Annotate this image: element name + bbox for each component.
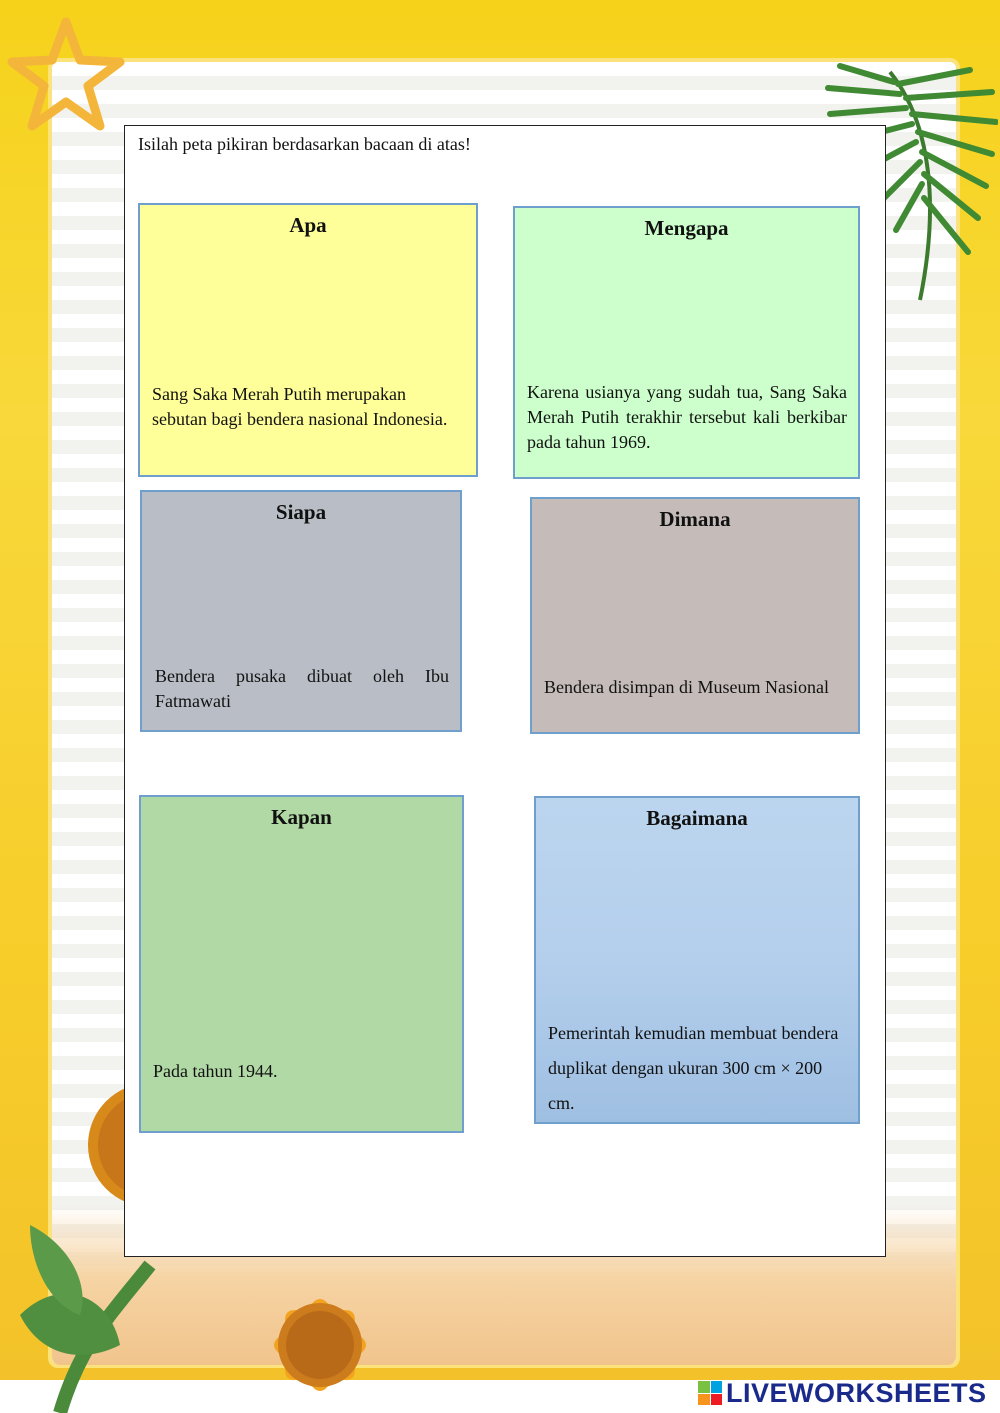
card-body-mengapa: Karena usianya yang sudah tua, Sang Saka Merah Putih terakhir tersebut kali berkibar pada tahun 1969. [527,382,847,452]
card-title-dimana: Dimana [659,507,731,531]
brand-text: LIVEWORKSHEETS [726,1377,987,1408]
card-body-bagaimana: Pemerintah kemudian membuat bendera duplikat dengan ukuran 300 cm × 200 cm. [548,1023,839,1113]
card-bagaimana [534,796,860,1124]
card-title-kapan: Kapan [271,805,332,829]
card-kapan [139,795,464,1133]
card-title-mengapa: Mengapa [644,216,729,240]
card-siapa [140,490,462,732]
star-icon [4,14,128,138]
liveworksheets-logo-icon [698,1381,722,1405]
card-mengapa [513,206,860,479]
card-body-apa: Sang Saka Merah Putih merupakan sebutan bagi bendera nasional Indonesia. [152,384,448,429]
card-apa [138,203,478,477]
card-title-siapa: Siapa [275,500,327,524]
card-dimana [530,497,860,734]
card-body-kapan: Pada tahun 1944. [153,1061,278,1081]
card-body-siapa: Bendera pusaka dibuat oleh Ibu Fatmawati [155,666,449,711]
instruction-text: Isilah peta pikiran berdasarkan bacaan di atas! [138,134,471,154]
card-body-dimana: Bendera disimpan di Museum Nasional [544,677,829,697]
liveworksheets-brand [698,1378,987,1408]
card-title-bagaimana: Bagaimana [646,806,748,830]
worksheet-sheet [124,125,886,1257]
card-title-apa: Apa [289,213,327,237]
